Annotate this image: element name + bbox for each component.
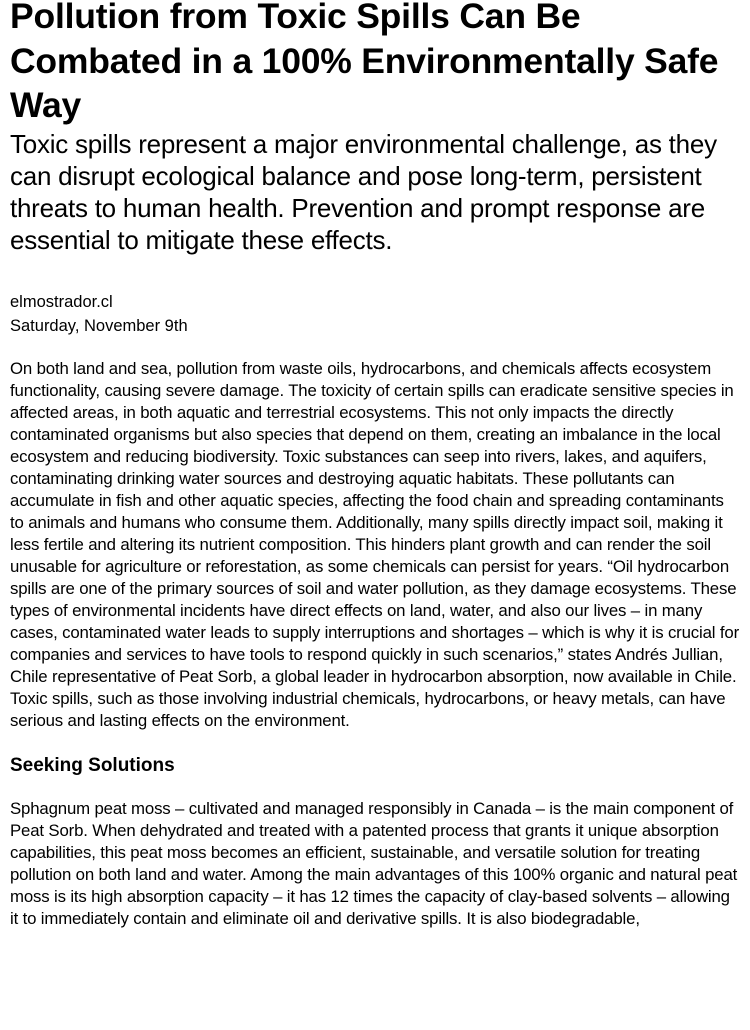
article-source: elmostrador.cl bbox=[10, 292, 113, 311]
article-paragraph: On both land and sea, pollution from waste oils, hydrocarbons, and chemicals affects ecosystem functionality, causing severe damage. The toxicity of certain spills can eradicate sensitive species in affected areas, in both aquatic and terrestrial ecosystems. This not only impacts the directly contaminated organisms but also species that depend on them, creating an imbalance in the local ecosystem and reducing biodiversity. Toxic substances can seep into rivers, lakes, and aquifers, contaminating drinking water sources and destroying aquatic habitats. These pollutants can accumulate in fish and other aquatic species, affecting the food chain and spreading contaminants to animals and humans who consume them. Additionally, many spills directly impact soil, making it less fertile and altering its nutrient composition. This hinders plant growth and can render the soil unusable for agriculture or reforestation, as some chemicals can persist for years. “Oil hydrocarbon spills are one of the primary sources of soil and water pollution, as they damage ecosystems. These types of environmental incidents have direct effects on land, water, and also our lives – in many cases, contaminated water leads to supply interruptions and shortages – which is why it is crucial for companies and services to have tools to respond quickly in such scenarios,” states Andrés Jullian, Chile representative of Peat Sorb, a global leader in hydrocarbon absorption, now available in Chile. Toxic spills, such as those involving industrial chemicals, hydrocarbons, or heavy metals, can have serious and lasting effects on the environment. bbox=[10, 358, 740, 730]
article-title: Pollution from Toxic Spills Can Be Combated in a 100% Environmentally Safe Way bbox=[10, 0, 719, 125]
article-subtitle: Toxic spills represent a major environmental challenge, as they can disrupt ecological balance and pose long-term, persistent threats to human health. Prevention and prompt response are essential to mitigate these effects. bbox=[10, 128, 717, 255]
article-meta bbox=[10, 290, 740, 338]
section-heading: Seeking Solutions bbox=[10, 754, 175, 776]
article-date: Saturday, November 9th bbox=[10, 316, 188, 335]
section-paragraph: Sphagnum peat moss – cultivated and managed responsibly in Canada – is the main component of Peat Sorb. When dehydrated and treated with a patented process that grants it unique absorption capabilities, this peat moss becomes an efficient, sustainable, and versatile solution for treating pollution on both land and water. Among the main advantages of this 100% organic and natural peat moss is its high absorption capacity – it has 12 times the capacity of clay-based solvents – allowing it to immediately contain and eliminate oil and derivative spills. It is also biodegradable, bbox=[10, 798, 738, 928]
